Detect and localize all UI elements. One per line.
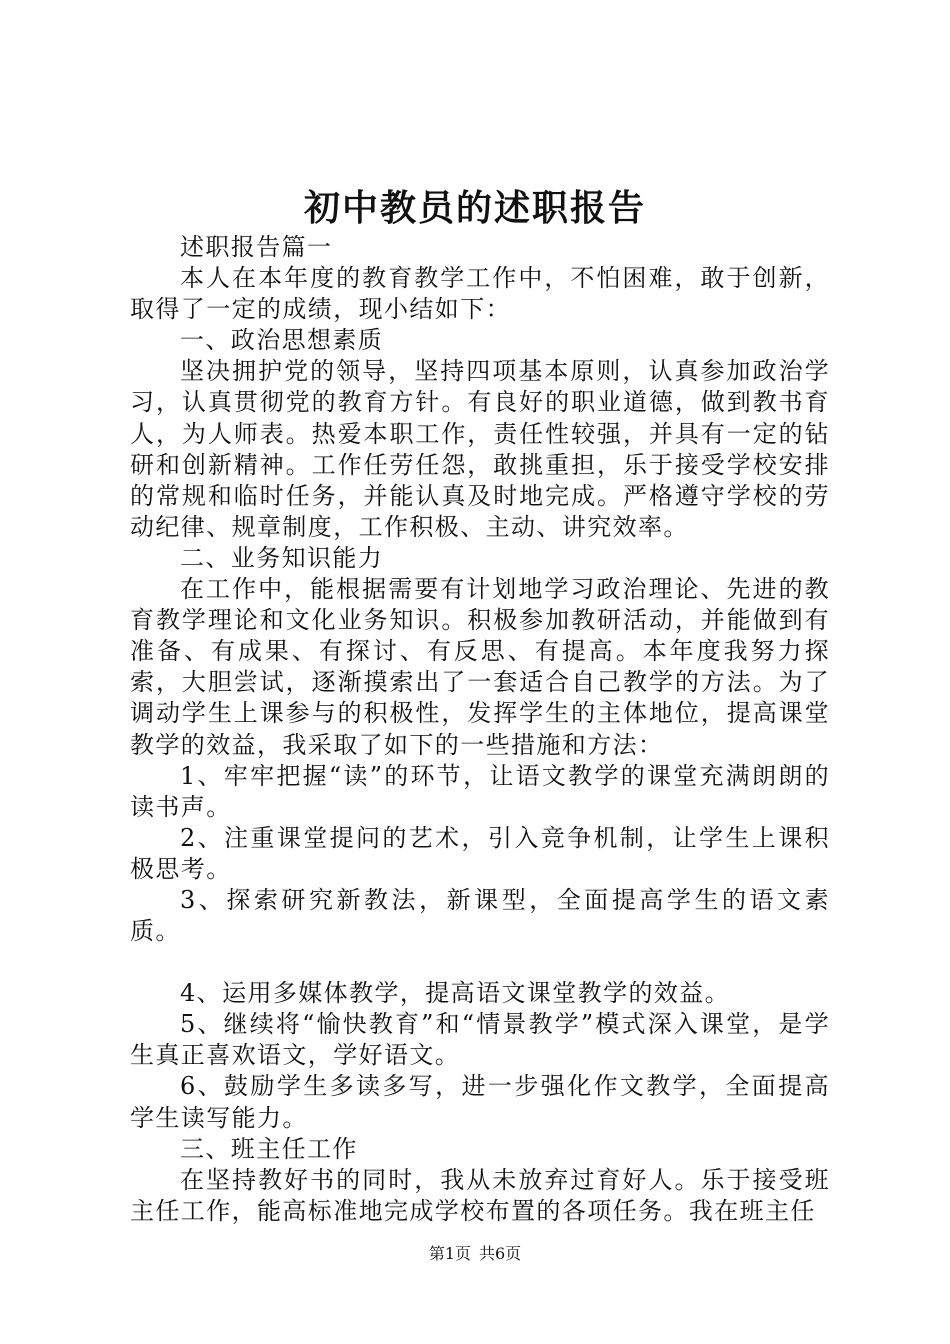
section-heading: 一、政治思想素质: [180, 326, 384, 355]
page-footer: [0, 1244, 950, 1264]
list-item: 4、运用多媒体教学，提高语文课堂教学的效益。: [180, 979, 731, 1008]
list-item: 5、继续将“愉快教育”和“情景教学”模式深入课堂，是学生真正喜欢语文，学好语文。: [130, 1010, 830, 1070]
body-paragraph: 本人在本年度的教育教学工作中，不怕困难，敢于创新，取得了一定的成绩，现小结如下：: [130, 264, 830, 324]
page-total: 共6页: [479, 1244, 522, 1263]
body-paragraph: 坚决拥护党的领导，坚持四项基本原则，认真参加政治学习，认真贯彻党的教育方针。有良好的职业道德，做到教书育人，为人师表。热爱本职工作，责任性较强，并具有一定的钻研和创新精神。工作任劳任怨，敢挑重担，乐于接受学校安排的常规和临时任务，并能认真及时地完成。严格遵守学校的劳动纪律、规章制度，工作积极、主动、讲究效率。: [130, 357, 830, 541]
section-heading: 二、业务知识能力: [180, 543, 384, 572]
document-body: [130, 232, 830, 1227]
body-paragraph: 在工作中，能根据需要有计划地学习政治理论、先进的教育教学理论和文化业务知识。积极参加教研活动，并能做到有准备、有成果、有探讨、有反思、有提高。本年度我努力探索，大胆尝试，逐渐摸索出了一套适合自己教学的方法。为了调动学生上课参与的积极性，发挥学生的主体地位，提高课堂教学的效益，我采取了如下的一些措施和方法：: [130, 575, 830, 759]
section-heading: 三、班主任工作: [180, 1134, 358, 1163]
list-item: 3、探索研究新教法，新课型，全面提高学生的语文素质。: [130, 885, 830, 946]
list-item: 2、注重课堂提问的艺术，引入竞争机制，让学生上课积极思考。: [130, 823, 830, 883]
body-paragraph: 在坚持教好书的同时，我从未放弃过育好人。乐于接受班主任工作，能高标准地完成学校布置的各项任务。我在班主任: [130, 1165, 830, 1225]
list-item: 1、牢牢把握“读”的环节，让语文教学的课堂充满朗朗的读书声。: [130, 761, 830, 821]
document-title: 初中教员的述职报告: [303, 187, 646, 229]
list-item: 6、鼓励学生多读多写，进一步强化作文教学，全面提高学生读写能力。: [130, 1072, 830, 1132]
page-number: 第1页: [428, 1244, 471, 1263]
section-heading: 述职报告篇一: [180, 233, 333, 261]
